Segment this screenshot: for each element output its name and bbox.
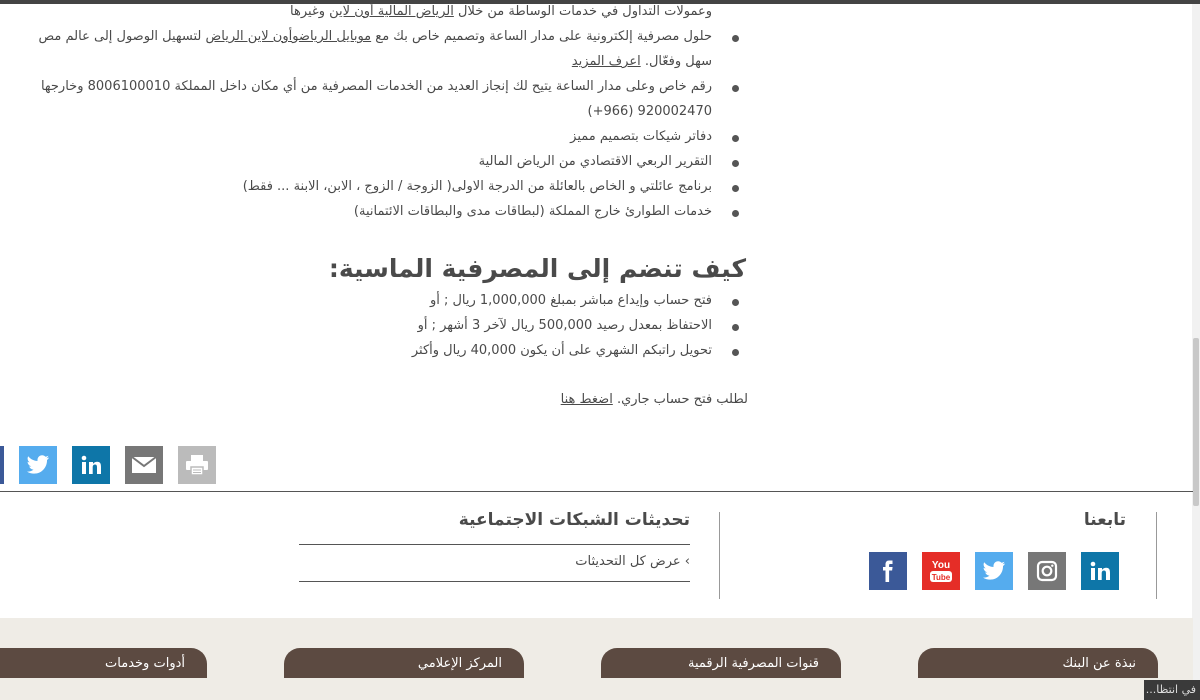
bullet-dot xyxy=(732,135,739,142)
how-to-join-heading: كيف تنضم إلى المصرفية الماسية: xyxy=(328,254,746,283)
benefit-item-family: برنامج عائلتي و الخاص بالعائلة من الدرجة الاولى( الزوجة / الزوج ، الابن، الابنة ... فقط) xyxy=(242,179,712,194)
updates-divider xyxy=(299,581,690,582)
bullet-dot xyxy=(732,210,739,217)
bullet-dot xyxy=(732,349,739,356)
linkedin-icon[interactable] xyxy=(1081,552,1119,590)
print-icon[interactable] xyxy=(178,446,216,484)
share-facebook-icon[interactable] xyxy=(0,446,4,484)
learn-more-link[interactable]: اعرف المزيد xyxy=(571,54,641,69)
column-divider xyxy=(719,512,720,599)
chevron-left-icon: › xyxy=(684,554,690,569)
column-divider xyxy=(1156,512,1157,599)
benefit-item-cheques: دفاتر شيكات بتصميم مميز xyxy=(570,129,712,144)
instagram-icon[interactable] xyxy=(1028,552,1066,590)
benefit-item-phone: رقم خاص وعلى مدار الساعة يتيح لك إنجاز العديد من الخدمات المصرفية من أي مكان داخل المملكة 8006100010 وخارجها xyxy=(40,79,712,94)
status-loading-tooltip: في انتظا... xyxy=(1144,680,1200,700)
facebook-icon[interactable] xyxy=(869,552,907,590)
bullet-dot xyxy=(732,299,739,306)
footer-tab-digital-banking[interactable]: قنوات المصرفية الرقمية xyxy=(601,648,841,678)
riyad-mobile-link[interactable]: موبايل الرياض xyxy=(298,29,372,44)
join-condition-balance: الاحتفاظ بمعدل رصيد 500,000 ريال لآخر 3 أشهر ; أو xyxy=(417,318,712,333)
bullet-dot xyxy=(732,160,739,167)
section-divider xyxy=(0,491,1193,492)
view-all-updates-link[interactable]: › عرض كل التحديثات xyxy=(575,554,690,569)
youtube-icon[interactable] xyxy=(922,552,960,590)
bullet-dot xyxy=(732,324,739,331)
click-here-link[interactable]: اضغط هنا xyxy=(560,392,613,407)
bullet-dot xyxy=(732,185,739,192)
updates-divider xyxy=(299,544,690,545)
benefit-item-report: التقرير الربعي الاقتصادي من الرياض المالية xyxy=(478,154,712,169)
svg-text:You: You xyxy=(931,560,951,571)
svg-text:Tube: Tube xyxy=(931,573,951,582)
join-condition-deposit: فتح حساب وإيداع مباشر بمبلغ 1,000,000 ريال ; أو xyxy=(429,293,712,308)
benefit-item-phone-line2: 920002470 (966+) xyxy=(587,104,712,119)
share-linkedin-icon[interactable] xyxy=(72,446,110,484)
benefit-item-emergency: خدمات الطوارئ خارج المملكة (لبطاقات مدى والبطاقات الائتمانية) xyxy=(353,204,712,219)
bullet-dot xyxy=(732,35,739,42)
footer-tab-tools-services[interactable]: أدوات وخدمات xyxy=(0,648,207,678)
footer-tab-about-bank[interactable]: نبذة عن البنك xyxy=(918,648,1158,678)
benefit-item-ebanking-line2: سهل وفعّال. اعرف المزيد xyxy=(571,54,712,69)
twitter-icon[interactable] xyxy=(975,552,1013,590)
footer-tab-media-center[interactable]: المركز الإعلامي xyxy=(284,648,524,678)
follow-us-title: تابعنا xyxy=(1083,510,1126,530)
join-condition-salary: تحويل راتبكم الشهري على أن يكون 40,000 ريال وأكثر xyxy=(411,343,712,358)
riyad-capital-online-link[interactable]: الرياض المالية أون لاين xyxy=(329,4,454,19)
scrollbar-thumb[interactable] xyxy=(1193,338,1199,506)
benefit-item-brokerage: وعمولات التداول في خدمات الوساطة من خلال الرياض المالية أون لاين وغيرها xyxy=(290,4,712,19)
share-twitter-icon[interactable] xyxy=(19,446,57,484)
benefit-item-ebanking: حلول مصرفية إلكترونية على مدار الساعة وتصميم خاص بك مع موبايل الرياضوأون لاين الرياض لتسهيل الوصول إلى عالم مص xyxy=(38,29,712,44)
riyad-online-link[interactable]: أون لاين الرياض xyxy=(205,29,293,44)
share-email-icon[interactable] xyxy=(125,446,163,484)
apply-line: لطلب فتح حساب جاري. اضغط هنا xyxy=(560,392,748,407)
social-updates-title: تحديثات الشبكات الاجتماعية xyxy=(458,510,690,530)
bullet-dot xyxy=(732,85,739,92)
